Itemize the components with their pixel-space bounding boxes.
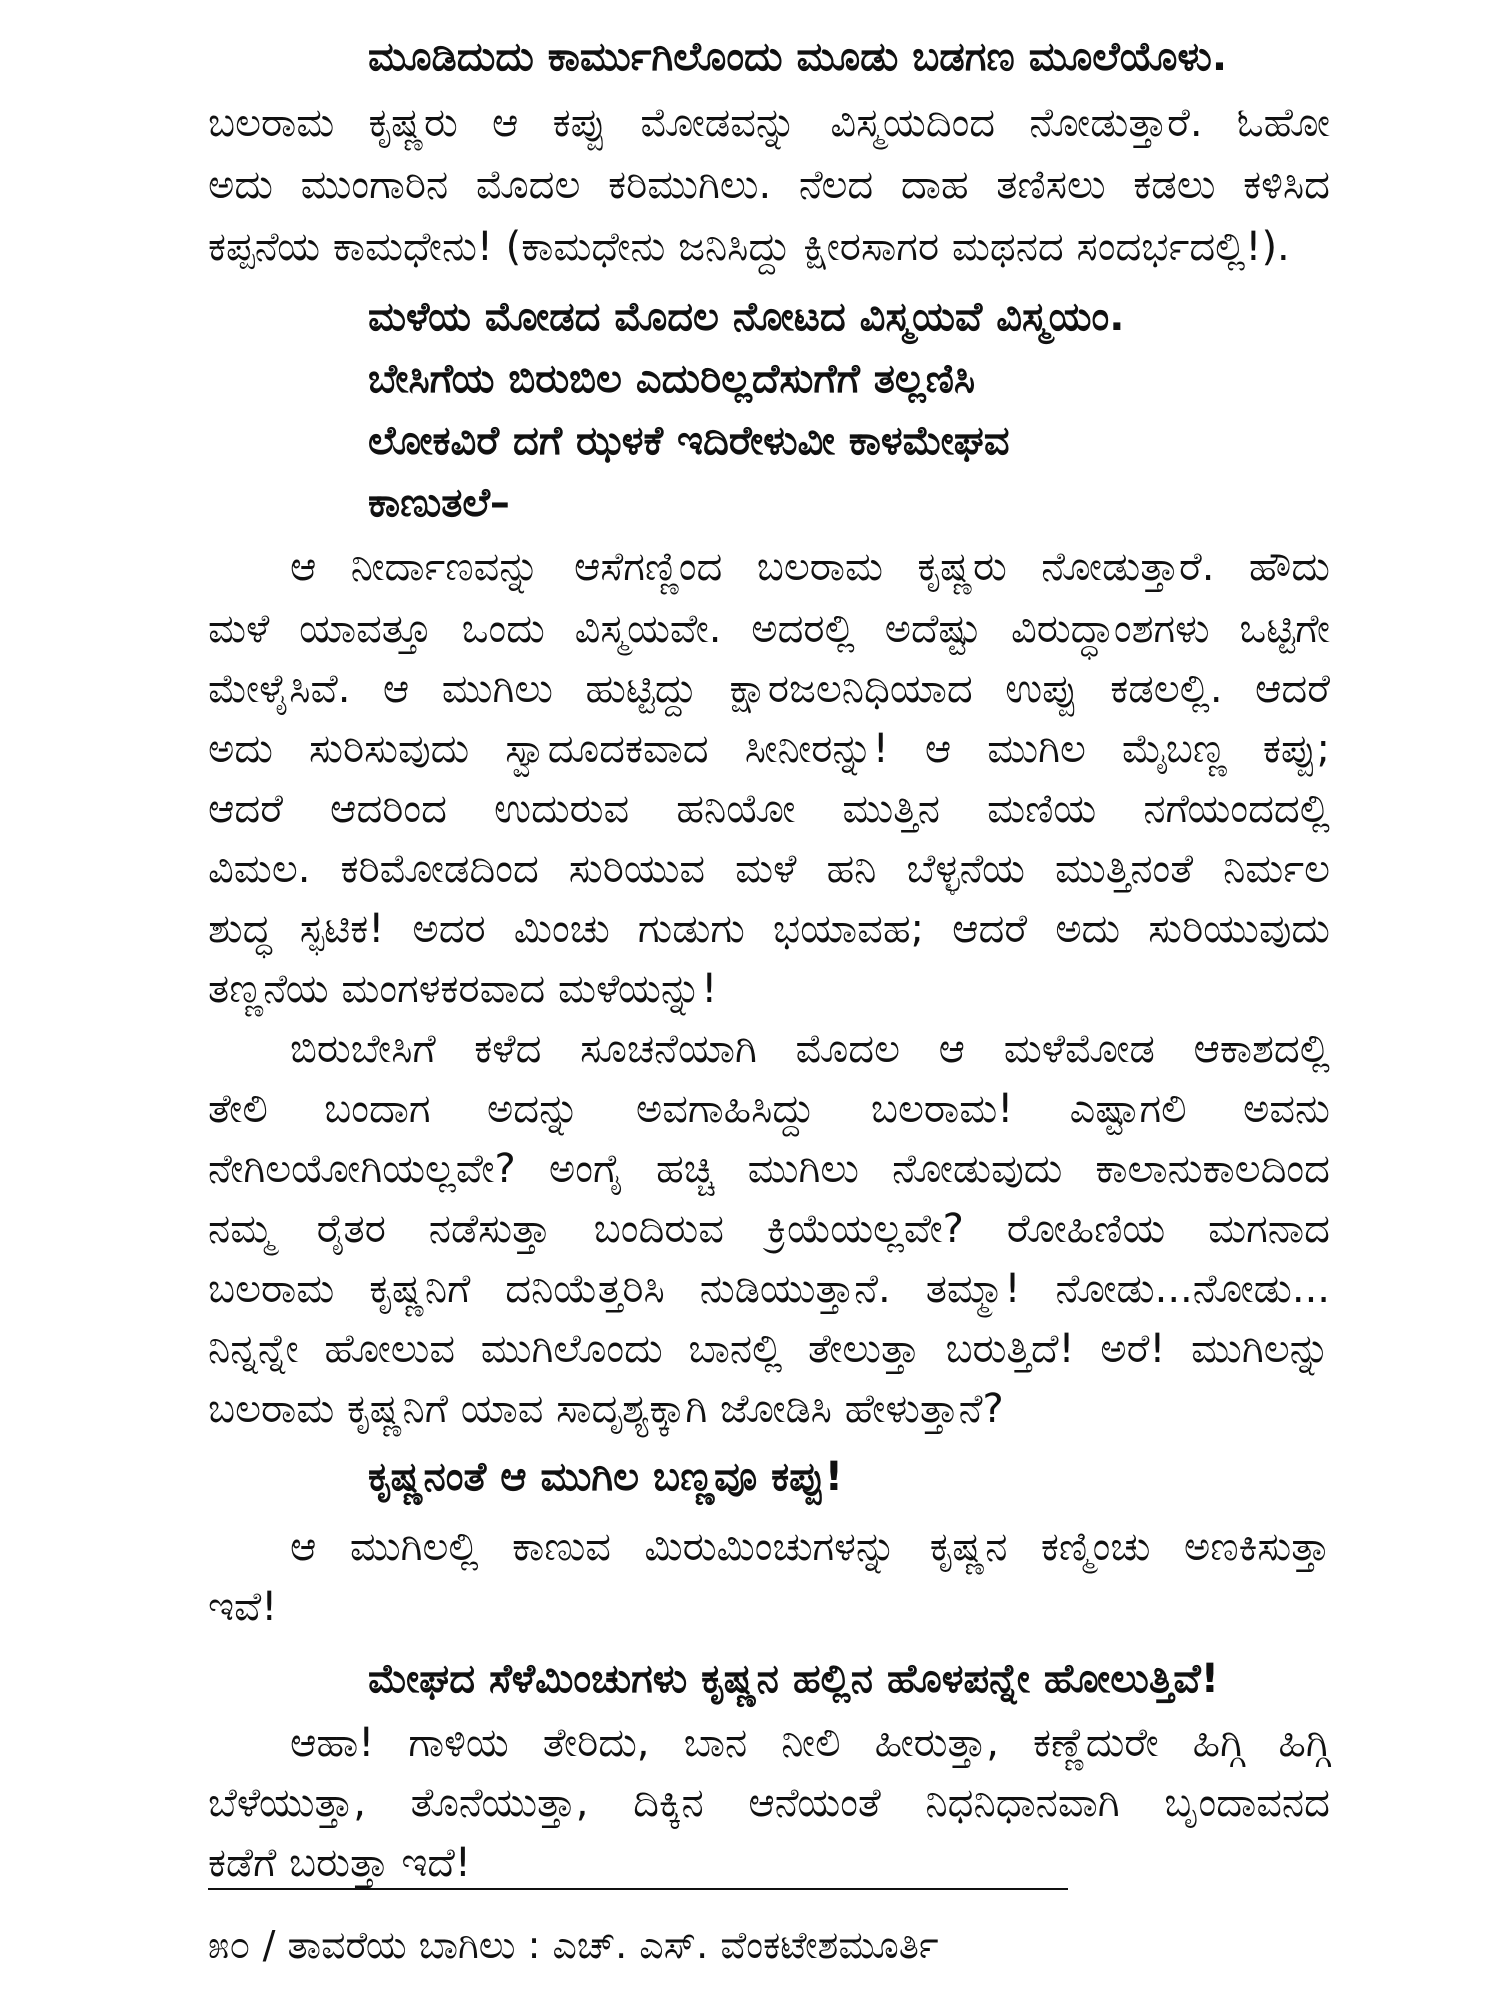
verse-line: ಕಾಣುತಲೆ– bbox=[368, 480, 510, 526]
prose-line: ಬೆಳೆಯುತ್ತಾ, ತೊನೆಯುತ್ತಾ, ದಿಕ್ಕಿನ ಆನೆಯಂತೆ ನಿಧನಿಧಾನವಾಗಿ ಬೃಂದಾವನದ bbox=[208, 1780, 1330, 1826]
prose-line: ತೇಲಿ ಬಂದಾಗ ಅದನ್ನು ಅವಗಾಹಿಸಿದ್ದು ಬಲರಾಮ! ಎಷ್ಟಾಗಲಿ ಅವನು bbox=[208, 1086, 1330, 1132]
prose-line: ಕಡೆಗೆ ಬರುತ್ತಾ ಇದೆ! bbox=[208, 1840, 471, 1886]
prose-line: ಅದು ಮುಂಗಾರಿನ ಮೊದಲ ಕರಿಮುಗಿಲು. ನೆಲದ ದಾಹ ತಣಿಸಲು ಕಡಲು ಕಳಿಸಿದ bbox=[208, 162, 1330, 208]
prose-line: ನಿನ್ನನ್ನೇ ಹೋಲುವ ಮುಗಿಲೊಂದು ಬಾನಲ್ಲಿ ತೇಲುತ್ತಾ ಬರುತ್ತಿದೆ! ಅರೆ! ಮುಗಿಲನ್ನು bbox=[208, 1326, 1330, 1372]
prose-line: ನೇಗಿಲಯೋಗಿಯಲ್ಲವೇ? ಅಂಗೈ ಹಚ್ಚಿ ಮುಗಿಲು ನೋಡುವುದು ಕಾಲಾನುಕಾಲದಿಂದ bbox=[208, 1146, 1330, 1192]
prose-line: ಶುದ್ಧ ಸ್ಫಟಿಕ! ಅದರ ಮಿಂಚು ಗುಡುಗು ಭಯಾವಹ; ಆದರೆ ಅದು ಸುರಿಯುವುದು bbox=[208, 906, 1330, 952]
prose-line: ಮೇಳೈಸಿವೆ. ಆ ಮುಗಿಲು ಹುಟ್ಟಿದ್ದು ಕ್ಷಾರಜಲನಿಧಿಯಾದ ಉಪ್ಪು ಕಡಲಲ್ಲಿ. ಆದರೆ bbox=[208, 666, 1330, 712]
prose-line: ಅದು ಸುರಿಸುವುದು ಸ್ವಾದೂದಕವಾದ ಸೀನೀರನ್ನು! ಆ ಮುಗಿಲ ಮೈಬಣ್ಣ ಕಪ್ಪು; bbox=[208, 726, 1330, 772]
prose-line: ಇವೆ! bbox=[208, 1584, 278, 1630]
verse-line: ಮಳೆಯ ಮೋಡದ ಮೊದಲ ನೋಟದ ವಿಸ್ಮಯವೆ ವಿಸ್ಮಯಂ. bbox=[368, 294, 1125, 340]
prose-line: ಬಲರಾಮ ಕೃಷ್ಣರು ಆ ಕಪ್ಪು ಮೋಡವನ್ನು ವಿಸ್ಮಯದಿಂದ ನೋಡುತ್ತಾರೆ. ಓಹೋ bbox=[208, 100, 1330, 146]
verse-line: ಬೇಸಿಗೆಯ ಬಿರುಬಿಲ ಎದುರಿಲ್ಲದೆಸುಗೆಗೆ ತಲ್ಲಣಿಸಿ bbox=[368, 356, 976, 402]
prose-line: ನಮ್ಮ ರೈತರ ನಡೆಸುತ್ತಾ ಬಂದಿರುವ ಕ್ರಿಯೆಯಲ್ಲವೇ? ರೋಹಿಣಿಯ ಮಗನಾದ bbox=[208, 1206, 1330, 1252]
prose-line: ಆ ನೀರ್ದಾಣವನ್ನು ಆಸೆಗಣ್ಣಿಂದ ಬಲರಾಮ ಕೃಷ್ಣರು ನೋಡುತ್ತಾರೆ. ಹೌದು bbox=[290, 544, 1330, 590]
prose-line: ಬಲರಾಮ ಕೃಷ್ಣನಿಗೆ ದನಿಯೆತ್ತರಿಸಿ ನುಡಿಯುತ್ತಾನೆ. ತಮ್ಮಾ! ನೋಡು...ನೋಡು... bbox=[208, 1266, 1330, 1312]
verse-line: ಕೃಷ್ಣನಂತೆ ಆ ಮುಗಿಲ ಬಣ್ಣವೂ ಕಪ್ಪು! bbox=[368, 1454, 844, 1500]
prose-line: ಕಪ್ಪನೆಯ ಕಾಮಧೇನು! (ಕಾಮಧೇನು ಜನಿಸಿದ್ದು ಕ್ಷೀರಸಾಗರ ಮಥನದ ಸಂದರ್ಭದಲ್ಲಿ!). bbox=[208, 224, 1290, 270]
prose-line: ವಿಮಲ. ಕರಿಮೋಡದಿಂದ ಸುರಿಯುವ ಮಳೆ ಹನಿ ಬೆಳ್ಳನೆಯ ಮುತ್ತಿನಂತೆ ನಿರ್ಮಲ bbox=[208, 846, 1330, 892]
prose-line: ಆ ಮುಗಿಲಲ್ಲಿ ಕಾಣುವ ಮಿರುಮಿಂಚುಗಳನ್ನು ಕೃಷ್ಣನ ಕಣ್ಮಿಂಚು ಅಣಕಿಸುತ್ತಾ bbox=[290, 1524, 1330, 1570]
prose-line: ಮಳೆ ಯಾವತ್ತೂ ಒಂದು ವಿಸ್ಮಯವೇ. ಅದರಲ್ಲಿ ಅದೆಷ್ಟು ವಿರುದ್ಧಾಂಶಗಳು ಒಟ್ಟಿಗೇ bbox=[208, 606, 1330, 652]
prose-line: ಆಹಾ! ಗಾಳಿಯ ತೇರಿದು, ಬಾನ ನೀಲಿ ಹೀರುತ್ತಾ, ಕಣ್ಣೆದುರೇ ಹಿಗ್ಗಿ ಹಿಗ್ಗಿ bbox=[290, 1720, 1330, 1766]
prose-line: ಬಿರುಬೇಸಿಗೆ ಕಳೆದ ಸೂಚನೆಯಾಗಿ ಮೊದಲ ಆ ಮಳೆಮೋಡ ಆಕಾಶದಲ್ಲಿ bbox=[290, 1026, 1330, 1072]
footer-divider bbox=[208, 1888, 1068, 1890]
page-footer: ೫೦ / ತಾವರೆಯ ಬಾಗಿಲು : ಎಚ್. ಎಸ್. ವೆಂಕಟೇಶಮೂರ್ತಿ bbox=[208, 1923, 939, 1967]
prose-line: ಆದರೆ ಆದರಿಂದ ಉದುರುವ ಹನಿಯೋ ಮುತ್ತಿನ ಮಣಿಯ ನಗೆಯಂದದಲ್ಲಿ bbox=[208, 786, 1330, 832]
verse-line: ಲೋಕವಿರೆ ದಗೆ ಝಳಕೆ ಇದಿರೇಳುವೀ ಕಾಳಮೇಘವ bbox=[368, 418, 1010, 464]
verse-line: ಮೇಘದ ಸೆಳೆಮಿಂಚುಗಳು ಕೃಷ್ಣನ ಹಲ್ಲಿನ ಹೊಳಪನ್ನೇ ಹೋಲುತ್ತಿವೆ! bbox=[368, 1656, 1219, 1702]
verse-line: ಮೂಡಿದುದು ಕಾರ್ಮುಗಿಲೊಂದು ಮೂಡು ಬಡಗಣ ಮೂಲೆಯೊಳು. bbox=[368, 34, 1228, 80]
prose-line: ತಣ್ಣನೆಯ ಮಂಗಳಕರವಾದ ಮಳೆಯನ್ನು! bbox=[208, 966, 718, 1012]
prose-line: ಬಲರಾಮ ಕೃಷ್ಣನಿಗೆ ಯಾವ ಸಾದೃಶ್ಯಕ್ಕಾಗಿ ಜೋಡಿಸಿ ಹೇಳುತ್ತಾನೆ? bbox=[208, 1386, 1004, 1432]
